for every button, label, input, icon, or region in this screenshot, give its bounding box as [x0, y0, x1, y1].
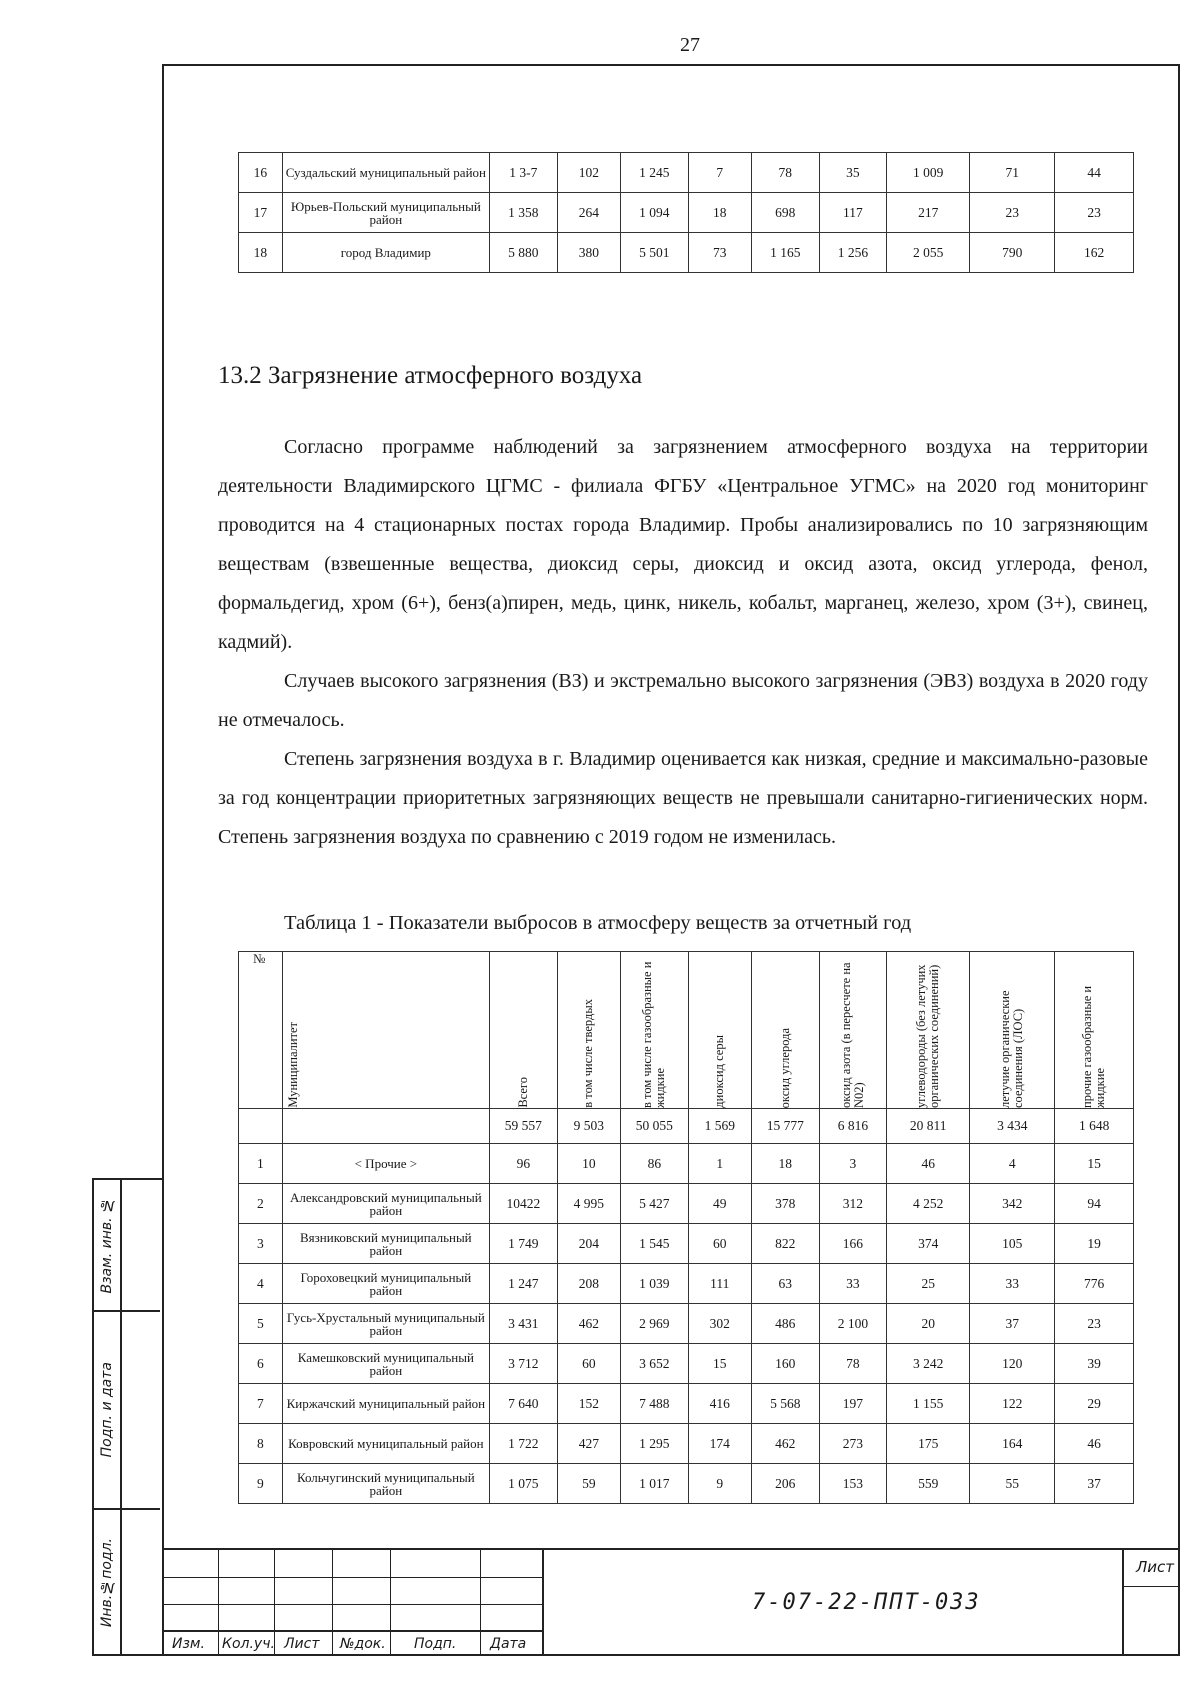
- table-cell: 312: [819, 1184, 887, 1224]
- side-cell-vzam: [94, 1180, 160, 1312]
- table-row: [239, 1344, 1134, 1384]
- table-cell: 46: [887, 1144, 970, 1184]
- total-row: [239, 1109, 1134, 1144]
- municipality-cell: < Прочие >: [282, 1144, 489, 1184]
- table-cell: 1 256: [819, 233, 887, 273]
- table-cell: 5 427: [620, 1184, 688, 1224]
- page-number: 27: [680, 34, 700, 56]
- table-cell: 105: [970, 1224, 1055, 1264]
- header-number: №: [239, 952, 283, 1109]
- table-cell: 29: [1055, 1384, 1134, 1424]
- table-cell: 162: [1055, 233, 1134, 273]
- table-cell: 1 165: [751, 233, 819, 273]
- continuation-table: [238, 152, 1134, 273]
- table-cell: 1 722: [490, 1424, 558, 1464]
- side-cell-podp: [94, 1312, 160, 1510]
- table-cell: 152: [557, 1384, 620, 1424]
- total-cell: 20 811: [887, 1109, 970, 1144]
- side-cell-inv: [94, 1510, 160, 1656]
- table-cell: 23: [1055, 1304, 1134, 1344]
- total-cell: 15 777: [751, 1109, 819, 1144]
- table-cell: 153: [819, 1464, 887, 1504]
- header-nitrogen-oxide: оксид азота (в пересчете на N02): [819, 952, 887, 1109]
- table-cell: 790: [970, 233, 1055, 273]
- table-cell: 197: [819, 1384, 887, 1424]
- table-cell: 378: [751, 1184, 819, 1224]
- table-cell: 302: [688, 1304, 751, 1344]
- table-cell: 102: [557, 153, 620, 193]
- table-cell: 1 094: [620, 193, 688, 233]
- table-cell: 5 880: [490, 233, 558, 273]
- header-sulfur-dioxide: диоксид серы: [688, 952, 751, 1109]
- table-cell: 3: [819, 1144, 887, 1184]
- table-row: [239, 1264, 1134, 1304]
- label-data: Дата: [490, 1636, 527, 1652]
- table-cell: 164: [970, 1424, 1055, 1464]
- table-cell: 264: [557, 193, 620, 233]
- municipality-cell: Суздальский муниципальный район: [282, 153, 489, 193]
- table-cell: 416: [688, 1384, 751, 1424]
- table-cell: 23: [1055, 193, 1134, 233]
- table-row: [239, 1464, 1134, 1504]
- table-cell: 374: [887, 1224, 970, 1264]
- table-cell: 217: [887, 193, 970, 233]
- table-cell: 63: [751, 1264, 819, 1304]
- table-cell: 486: [751, 1304, 819, 1344]
- header-other: прочие газообразные и жидкие: [1055, 952, 1134, 1109]
- table-cell: 7: [239, 1384, 283, 1424]
- municipality-cell: Юрьев-Польский муниципальный район: [282, 193, 489, 233]
- table-cell: 4: [970, 1144, 1055, 1184]
- municipality-cell: Ковровский муниципальный район: [282, 1424, 489, 1464]
- table-cell: 46: [1055, 1424, 1134, 1464]
- table-cell: 73: [688, 233, 751, 273]
- table-cell: 1 749: [490, 1224, 558, 1264]
- table-cell: 776: [1055, 1264, 1134, 1304]
- table-cell: 15: [1055, 1144, 1134, 1184]
- table-cell: 3 712: [490, 1344, 558, 1384]
- label-list: Лист: [284, 1636, 320, 1652]
- municipality-cell: Александровский муниципальный район: [282, 1184, 489, 1224]
- table-cell: 2 055: [887, 233, 970, 273]
- title-block: [162, 1548, 1180, 1656]
- table-cell: 33: [970, 1264, 1055, 1304]
- table-cell: 10422: [490, 1184, 558, 1224]
- label-n-dok: №док.: [340, 1636, 386, 1652]
- total-cell: 9 503: [557, 1109, 620, 1144]
- total-cell: 1 569: [688, 1109, 751, 1144]
- body-text: [218, 428, 1148, 857]
- table-row: [239, 1384, 1134, 1424]
- header-solid: в том числе твердых: [557, 952, 620, 1109]
- total-cell: 59 557: [490, 1109, 558, 1144]
- table-cell: 4: [239, 1264, 283, 1304]
- table-cell: 1 039: [620, 1264, 688, 1304]
- table-cell: 174: [688, 1424, 751, 1464]
- table-row: [239, 1224, 1134, 1264]
- table-cell: 1 358: [490, 193, 558, 233]
- table-cell: 2: [239, 1184, 283, 1224]
- table-cell: 427: [557, 1424, 620, 1464]
- document-code: 7-07-22-ППТ-033: [752, 1590, 981, 1615]
- table-cell: 5 568: [751, 1384, 819, 1424]
- table-cell: 7 488: [620, 1384, 688, 1424]
- section-heading: 13.2 Загрязнение атмосферного воздуха: [218, 362, 643, 389]
- table-cell: 206: [751, 1464, 819, 1504]
- table-cell: 204: [557, 1224, 620, 1264]
- table-cell: 60: [688, 1224, 751, 1264]
- table-cell: 86: [620, 1144, 688, 1184]
- total-cell: [239, 1109, 283, 1144]
- table-cell: 1 295: [620, 1424, 688, 1464]
- paragraph: Согласно программе наблюдений за загрязнением атмосферного воздуха на территории деятельности Владимирского ЦГМС - филиала ФГБУ «Центральное УГМС» на 2020 год мониторинг проводится на 4 стационарных постах города Владимир. Пробы анализировались по 10 загрязняющим веществам (взвешенные вещества, диоксид серы, диоксид и оксид азота, оксид углерода, фенол, формальдегид, хром (6+), бенз(а)пирен, медь, цинк, никель, кобальт, марганец, железо, хром (3+), свинец, кадмий).: [218, 436, 1148, 653]
- table-cell: 160: [751, 1344, 819, 1384]
- table-cell: 273: [819, 1424, 887, 1464]
- table-caption: Таблица 1 - Показатели выбросов в атмосферу веществ за отчетный год: [284, 912, 912, 934]
- header-gaseous: в том числе газообразные и жидкие: [620, 952, 688, 1109]
- table-cell: 60: [557, 1344, 620, 1384]
- table-cell: 33: [819, 1264, 887, 1304]
- label-kol-uch: Кол.уч.: [222, 1636, 275, 1652]
- total-cell: 50 055: [620, 1109, 688, 1144]
- municipality-cell: Камешковский муниципальный район: [282, 1344, 489, 1384]
- table-row: [239, 233, 1134, 273]
- table-cell: 16: [239, 153, 283, 193]
- table-cell: 698: [751, 193, 819, 233]
- header-voc: летучие органические соединения (ЛОС): [970, 952, 1055, 1109]
- table-cell: 166: [819, 1224, 887, 1264]
- table-cell: 5: [239, 1304, 283, 1344]
- table-cell: 37: [1055, 1464, 1134, 1504]
- table-cell: 8: [239, 1424, 283, 1464]
- table-cell: 9: [239, 1464, 283, 1504]
- table-cell: 1: [688, 1144, 751, 1184]
- table-cell: 3 652: [620, 1344, 688, 1384]
- table-cell: 37: [970, 1304, 1055, 1344]
- table-cell: 4 995: [557, 1184, 620, 1224]
- table-row: [239, 1304, 1134, 1344]
- table-cell: 462: [751, 1424, 819, 1464]
- table-cell: 44: [1055, 153, 1134, 193]
- table-cell: 23: [970, 193, 1055, 233]
- table-cell: 96: [490, 1144, 558, 1184]
- total-cell: [282, 1109, 489, 1144]
- header-total: Всего: [490, 952, 558, 1109]
- table-row: [239, 1144, 1134, 1184]
- table-cell: 78: [751, 153, 819, 193]
- table-cell: 20: [887, 1304, 970, 1344]
- table-cell: 3: [239, 1224, 283, 1264]
- table-cell: 342: [970, 1184, 1055, 1224]
- table-cell: 35: [819, 153, 887, 193]
- table-cell: 122: [970, 1384, 1055, 1424]
- table-row: [239, 1184, 1134, 1224]
- table-cell: 18: [239, 233, 283, 273]
- table-cell: 1 155: [887, 1384, 970, 1424]
- municipality-cell: Кольчугинский муниципальный район: [282, 1464, 489, 1504]
- table-cell: 71: [970, 153, 1055, 193]
- header-carbon-monoxide: оксид углерода: [751, 952, 819, 1109]
- table-cell: 6: [239, 1344, 283, 1384]
- table-cell: 2 100: [819, 1304, 887, 1344]
- table-cell: 111: [688, 1264, 751, 1304]
- label-izm: Изм.: [172, 1636, 205, 1652]
- table-cell: 17: [239, 193, 283, 233]
- table-cell: 380: [557, 233, 620, 273]
- label-podp: Подп.: [414, 1636, 457, 1652]
- table-cell: 59: [557, 1464, 620, 1504]
- table-cell: 175: [887, 1424, 970, 1464]
- table-cell: 9: [688, 1464, 751, 1504]
- table-cell: 7: [688, 153, 751, 193]
- table-cell: 7 640: [490, 1384, 558, 1424]
- table-cell: 1: [239, 1144, 283, 1184]
- table-cell: 49: [688, 1184, 751, 1224]
- table-cell: 25: [887, 1264, 970, 1304]
- table-header-row: [239, 952, 1134, 1109]
- table-cell: 55: [970, 1464, 1055, 1504]
- table-cell: 1 009: [887, 153, 970, 193]
- table-cell: 1 017: [620, 1464, 688, 1504]
- municipality-cell: Гороховецкий муниципальный район: [282, 1264, 489, 1304]
- total-cell: 6 816: [819, 1109, 887, 1144]
- municipality-cell: город Владимир: [282, 233, 489, 273]
- side-label-podp: Подп. и дата: [99, 1362, 115, 1458]
- table-cell: 1 245: [620, 153, 688, 193]
- table-cell: 2 969: [620, 1304, 688, 1344]
- paragraph: Случаев высокого загрязнения (ВЗ) и экстремально высокого загрязнения (ЭВЗ) воздуха в 2020 году не отмечалось.: [218, 670, 1148, 731]
- table-cell: 120: [970, 1344, 1055, 1384]
- table-cell: 208: [557, 1264, 620, 1304]
- table-row: [239, 1424, 1134, 1464]
- table-cell: 78: [819, 1344, 887, 1384]
- municipality-cell: Вязниковский муниципальный район: [282, 1224, 489, 1264]
- table-cell: 117: [819, 193, 887, 233]
- municipality-cell: Киржачский муниципальный район: [282, 1384, 489, 1424]
- table-cell: 39: [1055, 1344, 1134, 1384]
- table-row: [239, 193, 1134, 233]
- table-cell: 3 242: [887, 1344, 970, 1384]
- total-cell: 3 434: [970, 1109, 1055, 1144]
- table-cell: 1 545: [620, 1224, 688, 1264]
- table-cell: 4 252: [887, 1184, 970, 1224]
- total-cell: 1 648: [1055, 1109, 1134, 1144]
- table-cell: 5 501: [620, 233, 688, 273]
- table-cell: 18: [751, 1144, 819, 1184]
- side-label-inv: Инв.№подл.: [99, 1538, 115, 1628]
- table-cell: 1 247: [490, 1264, 558, 1304]
- table-cell: 18: [688, 193, 751, 233]
- sheet-label: Лист: [1135, 1558, 1174, 1576]
- header-hydrocarbons: углеводороды (без летучих органических соединений): [887, 952, 970, 1109]
- table-cell: 559: [887, 1464, 970, 1504]
- table-cell: 1 3-7: [490, 153, 558, 193]
- table-cell: 10: [557, 1144, 620, 1184]
- table-cell: 3 431: [490, 1304, 558, 1344]
- paragraph: Степень загрязнения воздуха в г. Владимир оценивается как низкая, средние и максимально-разовые за год концентрации приоритетных загрязняющих веществ не превышали санитарно-гигиенических норм. Степень загрязнения воздуха по сравнению с 2019 годом не изменилась.: [218, 748, 1148, 848]
- table-cell: 19: [1055, 1224, 1134, 1264]
- emissions-table: [238, 951, 1134, 1504]
- table-cell: 1 075: [490, 1464, 558, 1504]
- header-municipality: Муниципалитет: [282, 952, 489, 1109]
- table-cell: 462: [557, 1304, 620, 1344]
- municipality-cell: Гусь-Хрустальный муниципальный район: [282, 1304, 489, 1344]
- side-label-vzam: Взам. инв. №: [99, 1196, 115, 1294]
- table-row: [239, 153, 1134, 193]
- side-stamp: [92, 1178, 162, 1656]
- table-cell: 15: [688, 1344, 751, 1384]
- table-cell: 822: [751, 1224, 819, 1264]
- table-cell: 94: [1055, 1184, 1134, 1224]
